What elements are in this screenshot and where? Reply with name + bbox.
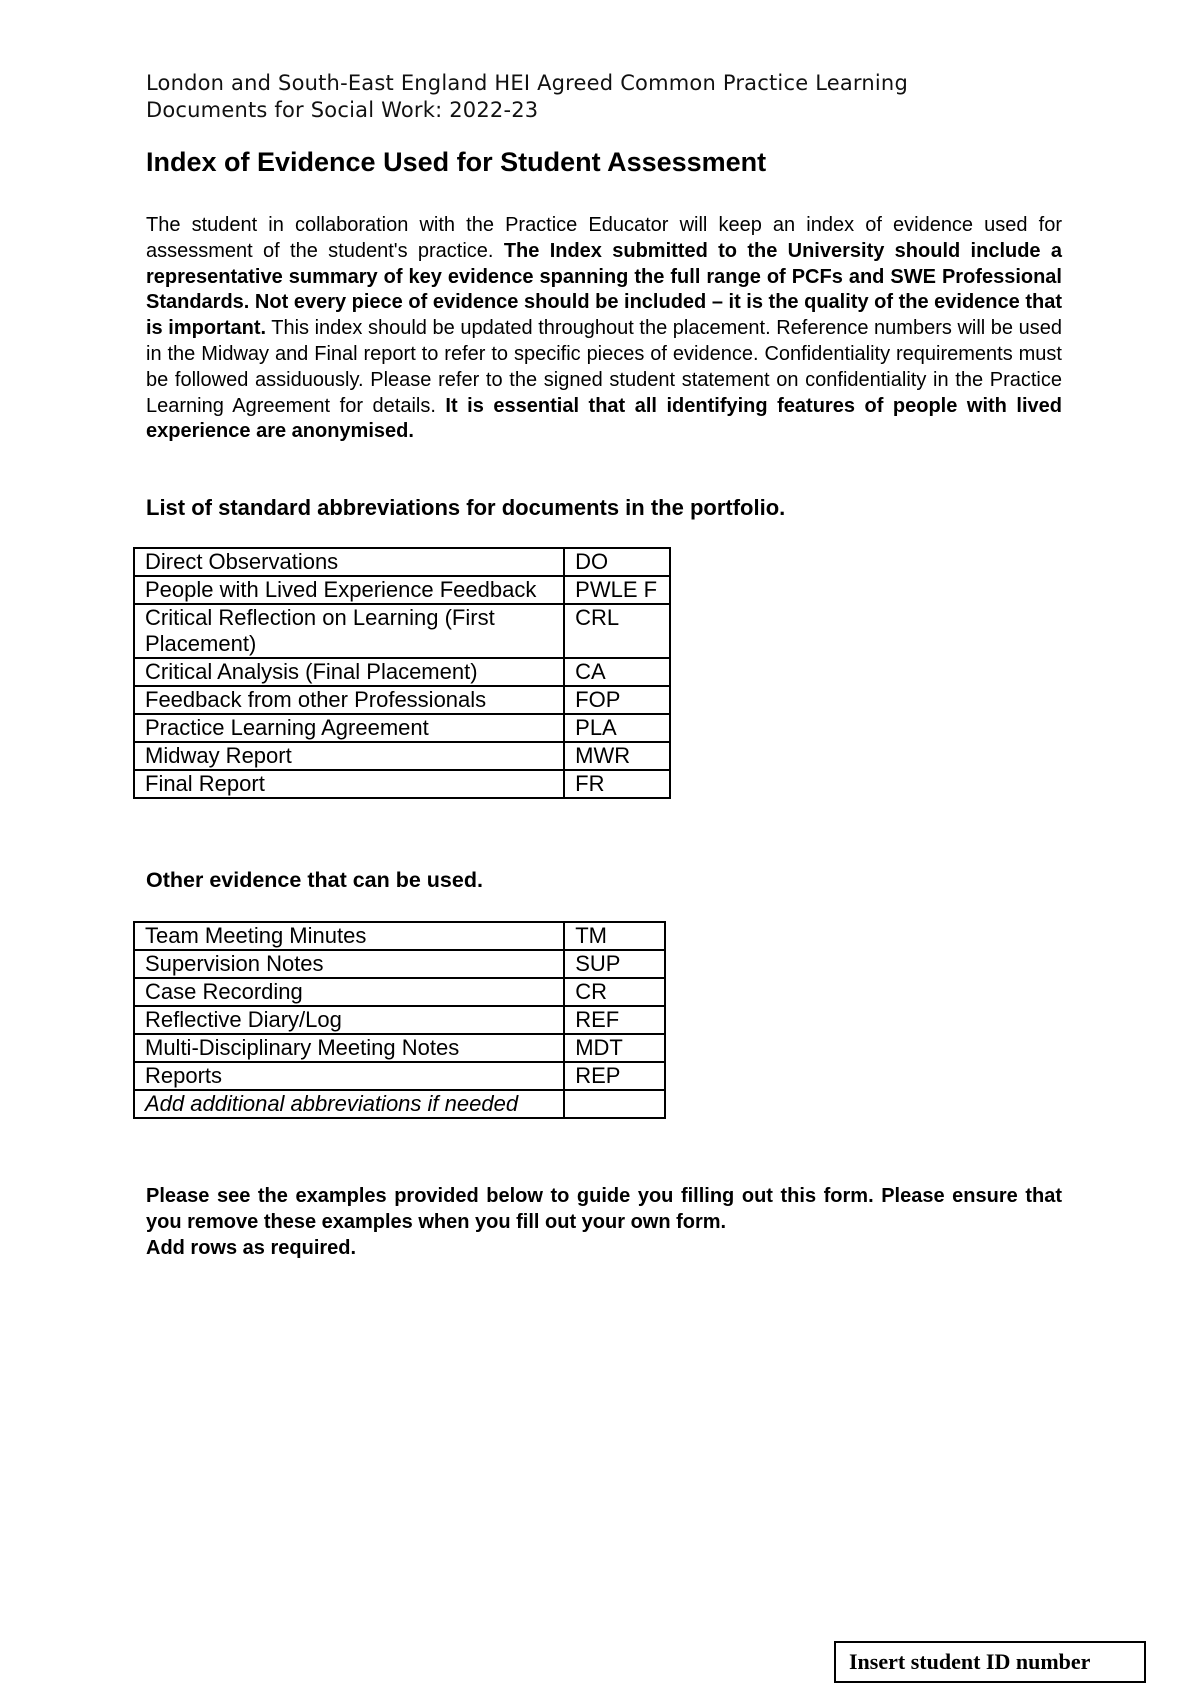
intro-paragraph — [146, 213, 1062, 445]
abbreviation-name: People with Lived Experience Feedback — [134, 576, 564, 604]
abbreviation-name: Midway Report — [134, 742, 564, 770]
abbreviation-code: PWLE F — [564, 576, 670, 604]
table-row — [134, 604, 670, 658]
other-evidence-table — [133, 921, 666, 1119]
evidence-code: TM — [564, 922, 665, 950]
table-row — [134, 658, 670, 686]
table-row — [134, 950, 665, 978]
abbreviation-code: FOP — [564, 686, 670, 714]
table-row — [134, 686, 670, 714]
abbreviation-name: Critical Analysis (Final Placement) — [134, 658, 564, 686]
intro-bold-1: The Index submitted to the University should include a representative summary of key evidence spanning the full range of PCFs and SWE Professional Standards. Not every piece of evidence should be included – it is the quality of the evidence that is important. — [146, 239, 1062, 340]
evidence-name: Reflective Diary/Log — [134, 1006, 564, 1034]
intro-text-1: The student in collaboration with the Practice Educator will keep an index of evidence used for assessment of the student's practice. — [146, 214, 1062, 262]
closing-line-2: Add rows as required. — [146, 1237, 357, 1259]
evidence-name: Case Recording — [134, 978, 564, 1006]
abbreviation-code: DO — [564, 548, 670, 576]
evidence-name: Supervision Notes — [134, 950, 564, 978]
abbreviation-name: Practice Learning Agreement — [134, 714, 564, 742]
table-row — [134, 922, 665, 950]
table-row — [134, 742, 670, 770]
standard-abbreviations-heading: List of standard abbreviations for documents in the portfolio. — [146, 495, 786, 520]
document-header — [146, 70, 1046, 124]
table-row — [134, 1090, 665, 1118]
abbreviation-code: PLA — [564, 714, 670, 742]
abbreviation-name: Final Report — [134, 770, 564, 798]
intro-text-2: This index should be updated throughout the placement. Reference numbers will be used in the Midway and Final report to refer to specific pieces of evidence. Confidentiality requirements must be followed assiduously. Please refer to the signed student statement on confidentiality in the Practice Learning Agreement for details. — [146, 317, 1062, 417]
evidence-name: Team Meeting Minutes — [134, 922, 564, 950]
abbreviation-code: CA — [564, 658, 670, 686]
abbreviation-code: FR — [564, 770, 670, 798]
page-title: Index of Evidence Used for Student Assessment — [146, 147, 767, 177]
abbreviation-code: MWR — [564, 742, 670, 770]
additional-abbreviation-code-cell[interactable] — [564, 1090, 665, 1118]
evidence-code: CR — [564, 978, 665, 1006]
table-row — [134, 576, 670, 604]
table-row — [134, 1006, 665, 1034]
evidence-code: MDT — [564, 1034, 665, 1062]
table-row — [134, 978, 665, 1006]
header-line-1: London and South-East England HEI Agreed Common Practice Learning — [146, 71, 908, 95]
closing-line-1: Please see the examples provided below to guide you filling out this form. Please ensure that you remove these examples when you fill out your own form. — [146, 1185, 1062, 1233]
abbreviation-code: CRL — [564, 604, 670, 658]
student-id-box[interactable]: Insert student ID number — [834, 1641, 1146, 1683]
evidence-code: SUP — [564, 950, 665, 978]
table-row — [134, 714, 670, 742]
evidence-code: REP — [564, 1062, 665, 1090]
table-row — [134, 1034, 665, 1062]
closing-instructions — [146, 1183, 1062, 1261]
intro-bold-2: It is essential that all identifying features of people with lived experience are anonymised. — [146, 394, 1062, 443]
table-row — [134, 770, 670, 798]
abbreviation-name: Feedback from other Professionals — [134, 686, 564, 714]
table-row — [134, 548, 670, 576]
evidence-name: Reports — [134, 1062, 564, 1090]
other-evidence-heading: Other evidence that can be used. — [146, 868, 483, 892]
abbreviation-name: Direct Observations — [134, 548, 564, 576]
evidence-code: REF — [564, 1006, 665, 1034]
additional-abbreviations-placeholder[interactable]: Add additional abbreviations if needed — [134, 1090, 564, 1118]
header-line-2: Documents for Social Work: 2022-23 — [146, 98, 539, 122]
table-row — [134, 1062, 665, 1090]
abbreviation-name: Critical Reflection on Learning (First Placement) — [134, 604, 564, 658]
standard-abbreviations-table — [133, 547, 671, 799]
evidence-name: Multi-Disciplinary Meeting Notes — [134, 1034, 564, 1062]
